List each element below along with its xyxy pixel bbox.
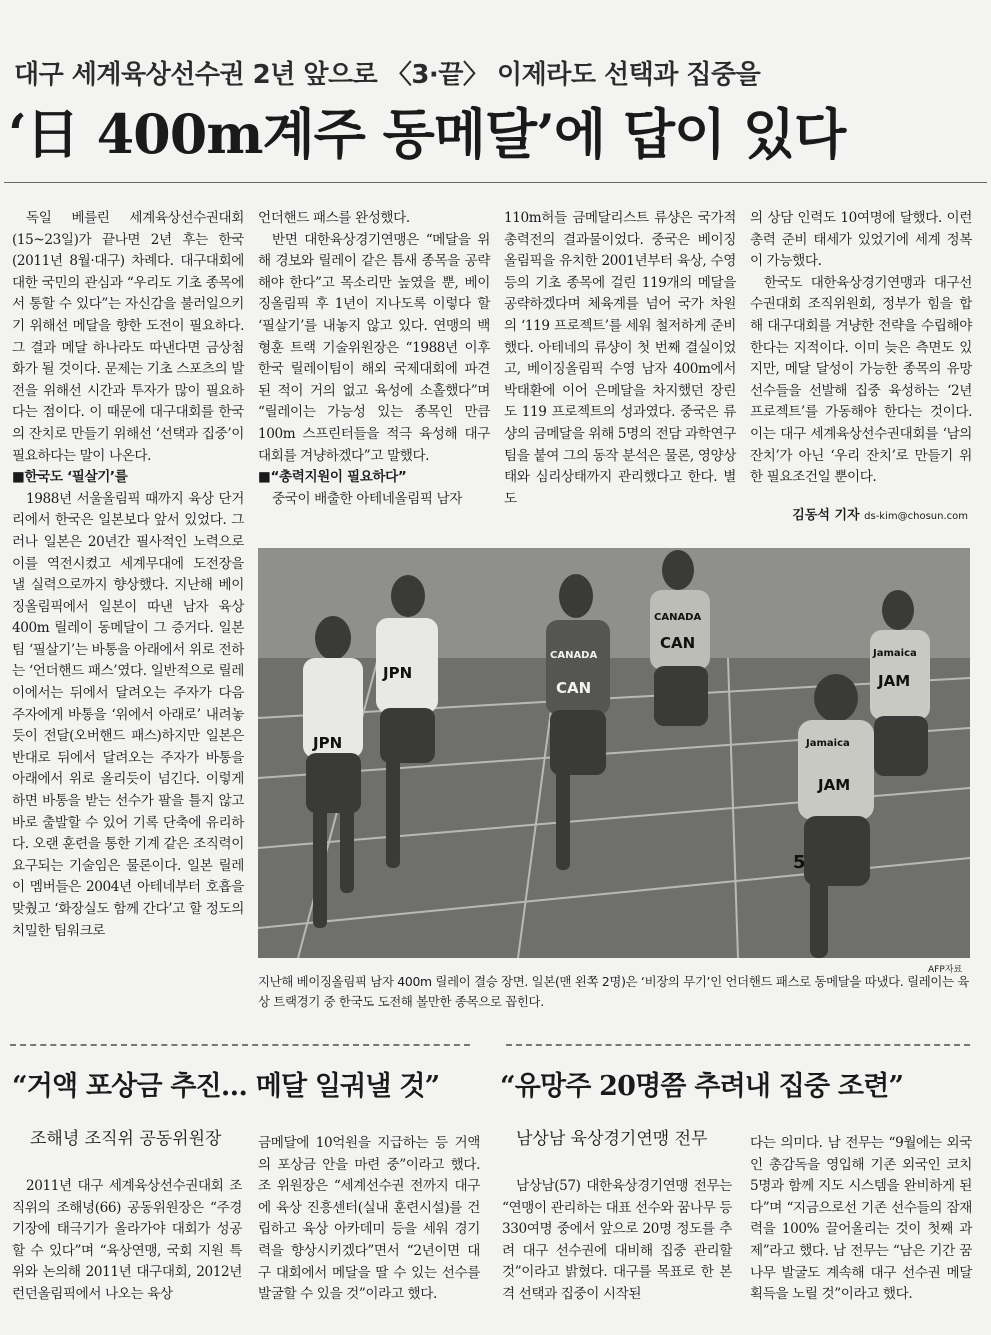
col3-paragraph-1: 110m허들 금메달리스트 류샹은 국가적 총력전의 결과물이었다. 중국은 베이징올림픽을 유치한 2001년부터 육상, 수영 등의 기초 종목에 걸린 119개의 메달을 공략하겠다며 체육계를 넘어 국가 차원의 ‘119 프로젝트’를 세워 철저하게 준비했다. 아테네의 류샹이 첫 번째 결실이었고, 베이징올림픽 수영 남자 400m에서 박태환에 이어 은메달을 차지했던 장린도 119 프로젝트의 성과였다. 중국은 류샹의 금메달을 위해 5명의 전담 과학연구팀을 붙여 그의 동작 분석은 물론, 영양상태와 심리상태까지 관리했다고 한다. 별도	[504, 210, 736, 507]
col1-paragraph-2: 1988년 서울올림픽 때까지 육상 단거리에서 한국은 일본보다 앞서 있었다. 그러나 일본은 20년간 필사적인 노력으로 이를 역전시켰고 세계무대에 도전장을 낼 실력으로까지 향상했다. 지난해 베이징올림픽에서 일본이 따낸 남자 육상 400m 릴레이 동메달이 그 증거다. 일본팀 ‘필살기’는 바통을 아래에서 위로 전하는 ‘언더핸드 패스’였다. 일반적으로 릴레이에서는 뒤에서 달려오는 주자가 다음 주자에게 바통을 ‘위에서 아래로’ 내려놓듯이 전달(오버핸드 패스)하지만 일본은 반대로 뒤에서 달려오는 주자가 바통을 아래에서 위로 올리듯이 넘긴다. 이렇게 하면 바통을 받는 선수가 팔을 틀지 않고 바로 출발할 수 있어 기록 단축에 유리하다. 오랜 훈련을 통한 기계 같은 조직력이 요구되는 기술임은 물론이다. 일본 릴레이 멤버들은 2004년 아테네부터 호흡을 맞췄고 ‘화장실도 함께 간다’고 할 정도의 치밀한 팀워크로	[12, 490, 244, 939]
bib-canada-2: CANADA	[654, 612, 702, 623]
bib-jamaica-2: Jamaica	[806, 738, 850, 749]
headline: ‘日 400m계주 동메달’에 답이 있다	[8, 102, 846, 166]
left-box-title: “거액 포상금 추진… 메달 일궈낼 것”	[12, 1071, 440, 1102]
col2-paragraph-1: 반면 대한육상경기연맹은 “메달을 위해 경보와 릴레이 같은 틈새 종목을 공략해야 한다”고 목소리만 높였을 뿐, 베이징올림픽 후 1년이 지나도록 이렇다 할 ‘필살기’를 내놓지 않고 있다. 연맹의 백형훈 트랙 기술위원장은 “1988년 이후 한국 릴레이팀이 해외 국제대회에 파견된 적이 거의 없고 육성에 소홀했다”며 “릴레이는 가능성 있는 종목인 만큼 100m 스프린터들을 적극 육성해 대구 대회를 겨냥하겠다”고 말했다.	[258, 231, 490, 464]
left-box-paragraph-2: 금메달에 10억원을 지급하는 등 거액의 포상금 안을 마련 중”이라고 했다. 조 위원장은 “세계선수권 전까지 대구에 육상 진흥센터(실내 훈련시설)를 건립하고 육상 아카데미 등을 세워 경기력을 향상시키겠다”면서 “2년이면 대구 대회에서 메달을 딸 수 있는 선수를 발굴할 수 있을 것”이라고 했다.	[258, 1135, 480, 1303]
article-column-3	[504, 208, 736, 510]
col4-paragraph-2: 한국도 대한육상경기연맹과 대구선수권대회 조직위원회, 정부가 힘을 합해 대구대회를 겨냥한 전략을 수립해야 한다는 지적이다. 이미 늦은 측면도 있지만, 메달 달성이 가능한 종목의 유망 선수들을 선발해 집중 육성하는 ‘2년 프로젝트’를 가동해야 한다는 것이다. 이는 대구 세계육상선수권대회를 ‘남의 잔치’가 아닌 ‘우리 잔치’로 만들기 위한 필요조건일 뿐이다.	[750, 274, 972, 486]
right-box-name: 남상남 육상경기연맹 전무	[516, 1129, 708, 1149]
article-column-4	[750, 208, 972, 489]
right-box-paragraph-1: 남상남(57) 대한육상경기연맹 전무는 “연맹이 관리하는 대표 선수와 꿈나무 등 330여명 중에서 앞으로 20명 정도를 추려 대구 선수권에 대비해 집중 관리할 것”이라고 밝혔다. 대구를 목표로 한 본격 선택과 집중이 시작된	[502, 1178, 732, 1302]
bib-can-2: CAN	[660, 634, 696, 652]
article-column-2	[258, 208, 490, 510]
col1-subhead: ■한국도 ‘필살기’를	[12, 469, 128, 486]
col4-paragraph-1: 의 상담 인력도 10여명에 달했다. 이런 총력 준비 태세가 있었기에 세계 정복이 가능했다.	[750, 210, 972, 270]
left-box-paragraph-1: 2011년 대구 세계육상선수권대회 조직위의 조해녕(66) 공동위원장은 “주경기장에 태극기가 올라가야 대회가 성공할 수 있다”며 “육상연맹, 국회 지원 특위와 논의해 2011년 대구대회, 2012년 런던올림픽에서 나오는 육상	[12, 1178, 242, 1302]
byline-email: ds-kim@chosun.com	[864, 511, 968, 522]
bib-jam-1: JAM	[878, 672, 911, 690]
article-column-1	[12, 208, 244, 942]
bib-jpn-2: JPN	[383, 664, 413, 682]
col1-paragraph-1: 독일 베를린 세계육상선수권대회(15~23일)가 끝나면 2년 후는 한국(2011년 8월·대구) 차례다. 대구대회에 대한 국민의 관심과 “우리도 기초 종목에서 통할 수 있다”는 자신감을 불러일으키기 위해선 메달을 향한 도전이 필요하다. 그 결과 메달 하나라도 따낸다면 금상첨화가 될 것이다. 문제는 기초 스포츠의 발전을 위해선 시간과 투자가 많이 필요하다는 점이다. 이 때문에 대구대회를 한국의 잔치로 만들기 위해선 ‘선택과 집중’이 필요하다는 말이 나온다.	[12, 210, 244, 464]
bib-number-5: 5	[793, 852, 806, 873]
photo-credit: AFP자료	[928, 965, 963, 975]
col2-paragraph-0: 언더핸드 패스를 완성했다.	[258, 210, 410, 226]
photo-caption: 지난해 베이징올림픽 남자 400m 릴레이 결승 장면. 일본(맨 왼쪽 2명)은 ‘비장의 무기’인 언더핸드 패스로 동메달을 따냈다. 릴레이는 육상 트랙경기 중 한국도 도전해 볼만한 종목으로 꼽힌다.	[258, 974, 970, 1009]
bib-jpn-1: JPN	[313, 734, 343, 752]
header-rule	[4, 182, 987, 183]
bib-jam-2: JAM	[818, 776, 851, 794]
right-box-title: “유망주 20명쯤 추려내 집중 조련”	[500, 1071, 904, 1102]
kicker-lead: 대구 세계육상선수권 2년 앞으로	[14, 60, 378, 90]
relay-photo	[258, 548, 970, 958]
kicker-series: 〈3·끝〉	[385, 60, 489, 90]
col2-subhead: ■“총력지원이 필요하다”	[258, 469, 407, 486]
bib-can-1: CAN	[556, 679, 592, 697]
kicker-sub: 이제라도 선택과 집중을	[496, 60, 761, 90]
right-box-divider	[506, 1044, 970, 1046]
byline	[758, 504, 968, 523]
kicker	[14, 54, 974, 91]
relay-photo-illustration	[258, 548, 970, 958]
right-box-column-1	[502, 1176, 732, 1306]
right-box-paragraph-2: 다는 의미다. 남 전무는 “9월에는 외국인 총감독을 영입해 기존 외국인 코치 5명과 함께 지도 시스템을 완비하게 된다”며 “지금으로선 기존 선수들의 잠재력을 100% 끌어올리는 것이 첫째 과제”라고 했다. 남 전무는 “남은 기간 꿈나무 발굴도 계속해 대구 선수권 메달 획득을 노릴 것”이라고 했다.	[750, 1135, 972, 1303]
left-box-divider	[10, 1044, 470, 1046]
right-box-column-2	[750, 1133, 972, 1306]
left-box-column-2	[258, 1133, 480, 1306]
left-box-name: 조해녕 조직위 공동위원장	[30, 1129, 222, 1149]
bib-jamaica-1: Jamaica	[873, 648, 917, 659]
col2-paragraph-2: 중국이 배출한 아테네올림픽 남자	[272, 490, 463, 507]
byline-name: 김동석 기자	[792, 508, 860, 523]
left-box-column-1	[12, 1176, 242, 1306]
bib-canada-1: CANADA	[550, 650, 598, 661]
